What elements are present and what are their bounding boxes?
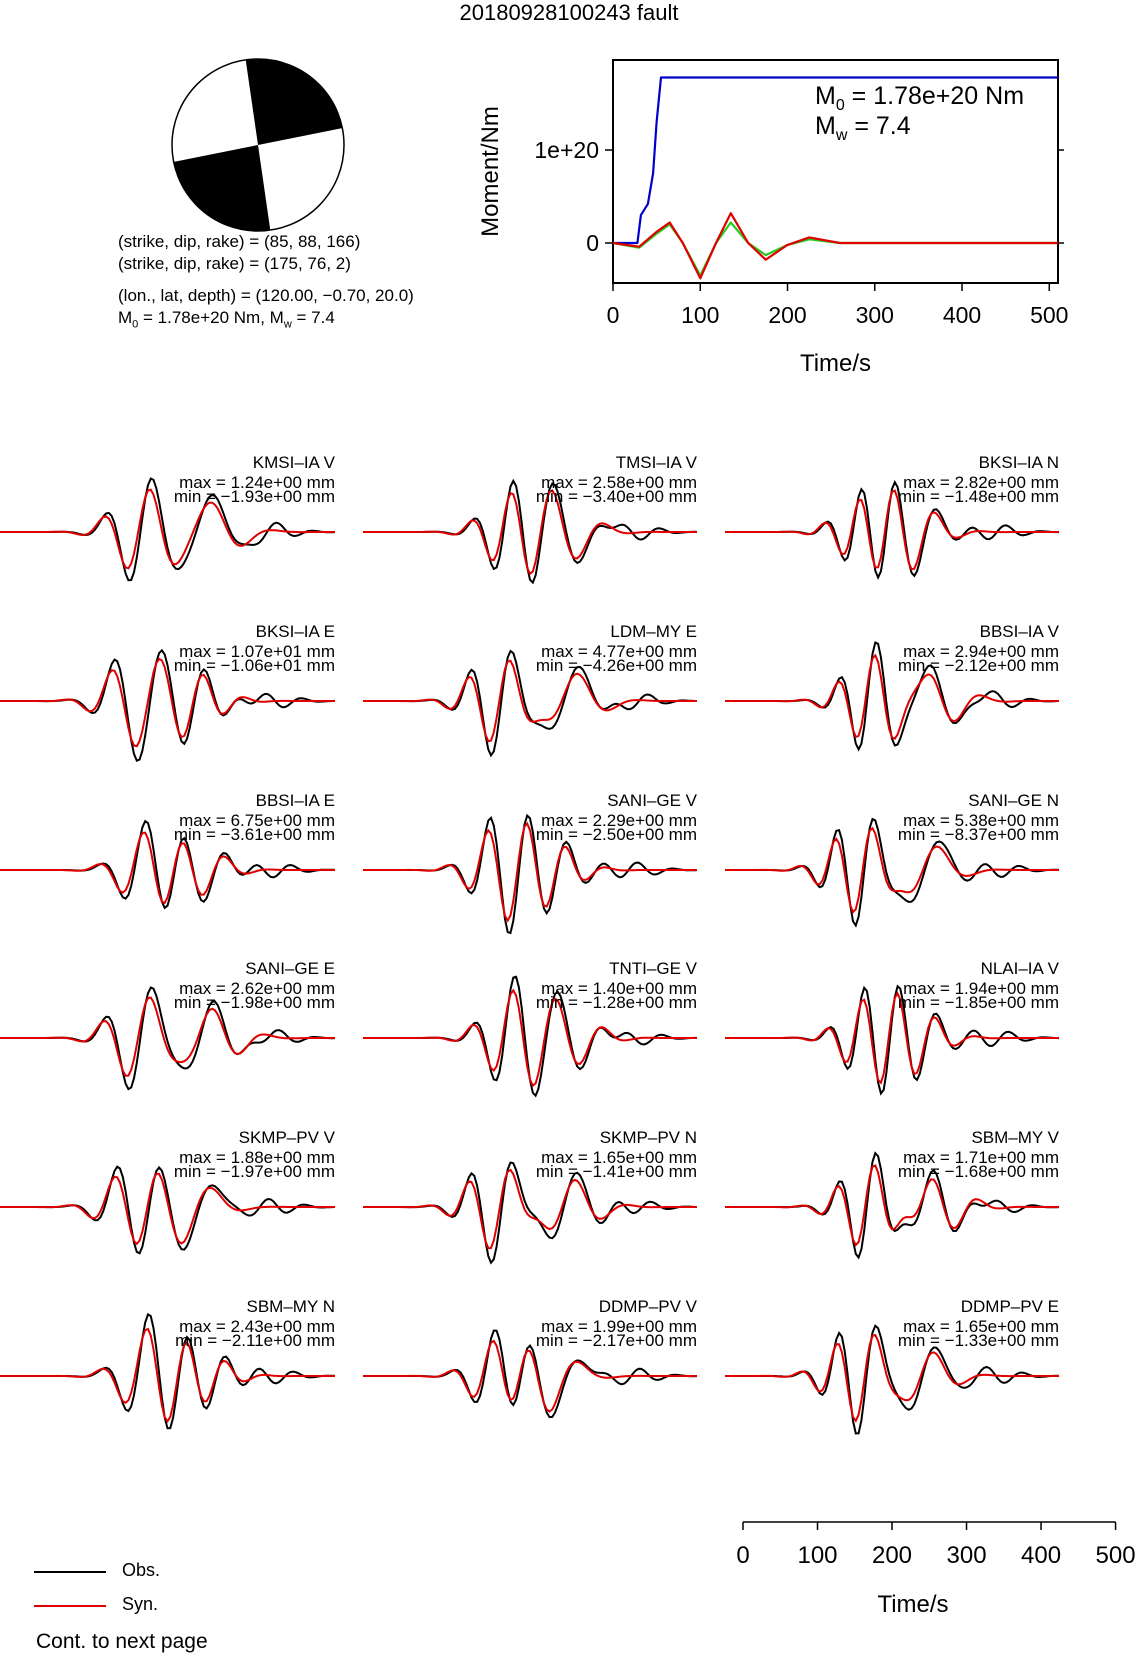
station-panel: [725, 622, 1060, 749]
x-tick-label: 300: [855, 302, 894, 328]
station-min: min = −1.33e+00 mm: [897, 1331, 1059, 1350]
station-min: min = −1.06e+01 mm: [173, 656, 335, 675]
station-panel: [363, 1128, 697, 1263]
station-name: SANI–GE V: [607, 791, 697, 810]
station-max: max = 1.65e+00 mm: [903, 1317, 1059, 1336]
station-panel: [725, 791, 1059, 926]
station-max: max = 1.71e+00 mm: [903, 1148, 1059, 1167]
station-max: max = 2.62e+00 mm: [179, 979, 335, 998]
nodal-plane-2: (strike, dip, rake) = (175, 76, 2): [118, 254, 351, 273]
station-min: min = −1.48e+00 mm: [897, 487, 1059, 506]
y-axis-label: Moment/Nm: [477, 106, 504, 237]
station-max: max = 4.77e+00 mm: [541, 642, 697, 661]
station-min: min = −3.40e+00 mm: [535, 487, 697, 506]
station-name: SANI–GE E: [245, 959, 335, 978]
station-max: max = 2.43e+00 mm: [179, 1317, 335, 1336]
x-tick-label: 300: [946, 1542, 987, 1569]
station-min: min = −1.97e+00 mm: [173, 1162, 335, 1181]
x-tick-label: 500: [1030, 302, 1069, 328]
station-name: TMSI–IA V: [615, 453, 697, 472]
station-min: min = −2.50e+00 mm: [535, 825, 697, 844]
x-tick-label: 0: [736, 1542, 750, 1569]
station-max: max = 5.38e+00 mm: [903, 811, 1059, 830]
station-min: min = −2.12e+00 mm: [897, 656, 1059, 675]
station-max: max = 1.07e+01 mm: [179, 642, 335, 661]
legend-syn: Syn.: [34, 1594, 234, 1618]
station-name: LDM–MY E: [610, 622, 697, 641]
x-tick-label: 500: [1095, 1542, 1136, 1569]
station-panel: [0, 1128, 336, 1253]
station-panel: [363, 959, 698, 1096]
station-panel: [363, 622, 697, 755]
station-panel: [363, 1297, 698, 1417]
station-min: min = −2.17e+00 mm: [535, 1331, 697, 1350]
station-min: min = −1.41e+00 mm: [535, 1162, 697, 1181]
beachball-diagram: [168, 55, 348, 235]
synthetic-trace: [0, 1174, 335, 1244]
station-max: max = 1.88e+00 mm: [179, 1148, 335, 1167]
station-min: min = −1.93e+00 mm: [173, 487, 335, 506]
station-name: SKMP–PV V: [238, 1128, 335, 1147]
station-name: TNTI–GE V: [609, 959, 697, 978]
station-max: max = 2.29e+00 mm: [541, 811, 697, 830]
station-name: DDMP–PV V: [598, 1297, 697, 1316]
station-min: min = −1.98e+00 mm: [173, 993, 335, 1012]
moment-series-3: [613, 213, 1058, 278]
station-min: min = −1.85e+00 mm: [897, 993, 1059, 1012]
station-max: max = 1.99e+00 mm: [541, 1317, 697, 1336]
station-panel: [0, 622, 335, 761]
station-name: DDMP–PV E: [960, 1297, 1059, 1316]
waveform-time-axis: [736, 1520, 1138, 1660]
x-axis-label: Time/s: [799, 350, 872, 377]
station-name: BKSI–IA N: [978, 453, 1059, 472]
station-min: min = −8.37e+00 mm: [897, 825, 1059, 844]
page-title: 20180928100243 fault: [459, 0, 679, 25]
station-name: SKMP–PV N: [599, 1128, 697, 1147]
x-tick-label: 200: [871, 1542, 913, 1569]
annotation-m0: $M_0 = 1.78e+20$ Nm: [815, 82, 1025, 114]
hypocenter-location: (lon., lat, depth) = (120.00, −0.70, 20.0): [118, 286, 414, 305]
station-min: min = −1.68e+00 mm: [897, 1162, 1059, 1181]
moment-series-2: [613, 223, 1058, 276]
synthetic-trace: [363, 1341, 697, 1412]
y-tick-label: 0: [586, 230, 599, 256]
station-max: max = 1.94e+00 mm: [903, 979, 1059, 998]
station-panel: [0, 959, 335, 1089]
station-max: max = 1.65e+00 mm: [541, 1148, 697, 1167]
station-max: max = 2.58e+00 mm: [541, 473, 697, 492]
station-panel: [725, 1297, 1059, 1434]
station-max: max = 1.40e+00 mm: [541, 979, 697, 998]
x-axis-label: Time/s: [877, 1591, 949, 1618]
station-panel: [0, 791, 335, 908]
synthetic-trace: [363, 1170, 697, 1248]
continuation-note: Cont. to next page: [36, 1630, 208, 1653]
station-max: max = 2.94e+00 mm: [903, 642, 1059, 661]
station-panel: [363, 791, 698, 933]
station-min: min = −1.28e+00 mm: [535, 993, 697, 1012]
x-tick-label: 400: [942, 302, 982, 328]
x-tick-label: 100: [797, 1542, 838, 1569]
x-tick-label: 0: [606, 302, 620, 328]
station-panel: [725, 1128, 1060, 1257]
station-name: BBSI–IA V: [979, 622, 1059, 641]
station-name: SANI–GE N: [968, 791, 1059, 810]
station-name: BKSI–IA E: [255, 622, 335, 641]
station-panel: [363, 453, 698, 583]
station-name: SBM–MY N: [246, 1297, 335, 1316]
station-name: BBSI–IA E: [255, 791, 335, 810]
y-tick-label: 1e+20: [534, 137, 599, 163]
annotation-mw: $M_w = 7.4$: [815, 112, 911, 144]
station-panel: [725, 959, 1060, 1094]
station-name: SBM–MY V: [971, 1128, 1059, 1147]
moment-rate-chart: [477, 40, 1130, 390]
x-tick-label: 200: [768, 302, 807, 328]
station-name: KMSI–IA V: [252, 453, 335, 472]
waveform-grid: [0, 453, 1138, 1520]
station-min: min = −4.26e+00 mm: [535, 656, 697, 675]
nodal-plane-1: (strike, dip, rake) = (85, 88, 166): [118, 232, 361, 251]
legend-obs: Obs.: [34, 1560, 234, 1584]
moment-summary: $M_0 = 1.78e+20$ Nm, $M_w = 7.4$: [118, 308, 335, 331]
station-name: NLAI–IA V: [980, 959, 1059, 978]
station-min: min = −3.61e+00 mm: [173, 825, 335, 844]
station-panel: [0, 453, 336, 580]
station-max: max = 1.24e+00 mm: [179, 473, 335, 492]
station-panel: [0, 1297, 335, 1428]
x-tick-label: 100: [681, 302, 720, 328]
x-tick-label: 400: [1021, 1542, 1062, 1569]
station-max: max = 2.82e+00 mm: [903, 473, 1059, 492]
station-min: min = −2.11e+00 mm: [175, 1331, 335, 1350]
station-panel: [725, 453, 1059, 578]
station-max: max = 6.75e+00 mm: [179, 811, 335, 830]
